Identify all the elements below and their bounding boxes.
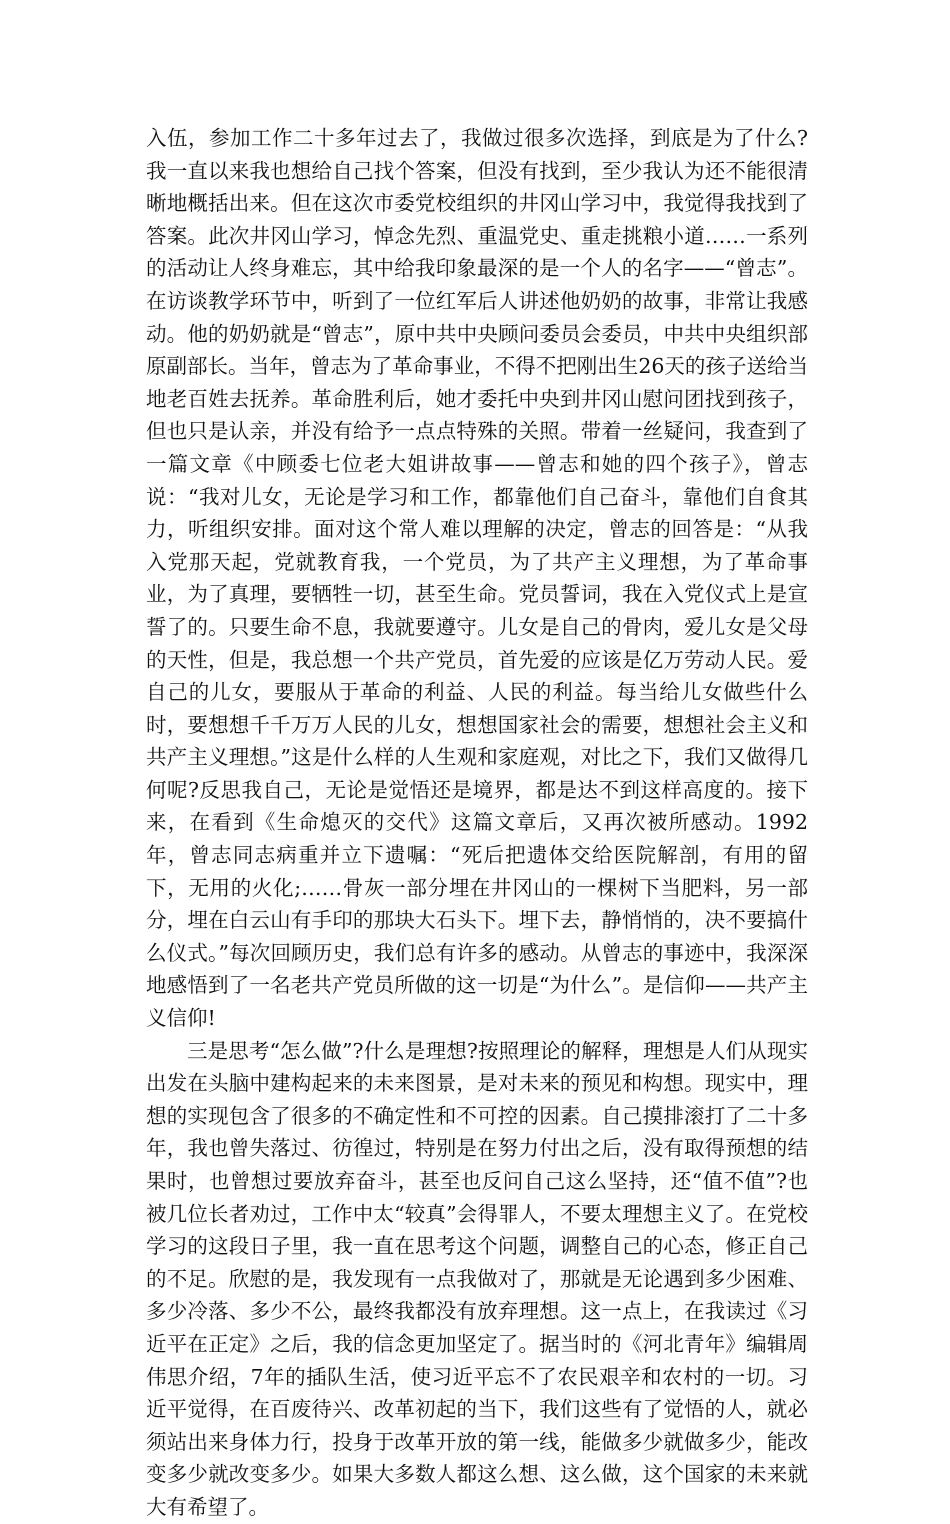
body-text <box>146 122 808 1524</box>
paragraph-1: 入伍，参加工作二十多年过去了，我做过很多次选择，到底是为了什么?我一直以来我也想给自己找个答案，但没有找到，至少我认为还不能很清晰地概括出来。但在这次市委党校组织的井冈山学习中，我觉得我找到了答案。此次井冈山学习，悼念先烈、重温党史、重走挑粮小道……一系列的活动让人终身难忘，其中给我印象最深的是一个人的名字——“曾志”。在访谈教学环节中，听到了一位红军后人讲述他奶奶的故事，非常让我感动。他的奶奶就是“曾志”，原中共中央顾问委员会委员，中共中央组织部原副部长。当年，曾志为了革命事业，不得不把刚出生26天的孩子送给当地老百姓去抚养。革命胜利后，她才委托中央到井冈山慰问团找到孩子，但也只是认亲，并没有给予一点点特殊的关照。带着一丝疑问，我查到了一篇文章《中顾委七位老大姐讲故事——曾志和她的四个孩子》，曾志说：“我对儿女，无论是学习和工作，都靠他们自己奋斗，靠他们自食其力，听组织安排。面对这个常人难以理解的决定，曾志的回答是：“从我入党那天起，党就教育我，一个党员，为了共产主义理想，为了革命事业，为了真理，要牺牲一切，甚至生命。党员誓词，我在入党仪式上是宣誓了的。只要生命不息，我就要遵守。儿女是自己的骨肉，爱儿女是父母的天性，但是，我总想一个共产党员，首先爱的应该是亿万劳动人民。爱自己的儿女，要服从于革命的利益、人民的利益。每当给儿女做些什么时，要想想千千万万人民的儿女，想想国家社会的需要，想想社会主义和共产主义理想。”这是什么样的人生观和家庭观，对比之下，我们又做得几何呢?反思我自己，无论是觉悟还是境界，都是达不到这样高度的。接下来，在看到《生命熄灭的交代》这篇文章后，又再次被所感动。1992年，曾志同志病重并立下遗嘱：“死后把遗体交给医院解剖，有用的留下，无用的火化;……骨灰一部分埋在井冈山的一棵树下当肥料，另一部分，埋在白云山有手印的那块大石头下。埋下去，静悄悄的，决不要搞什么仪式。”每次回顾历史，我们总有许多的感动。从曾志的事迹中，我深深地感悟到了一名老共产党员所做的这一切是“为什么”。是信仰——共产主义信仰! <box>146 126 808 1031</box>
paragraph-2: 三是思考“怎么做”?什么是理想?按照理论的解释，理想是人们从现实出发在头脑中建构起来的未来图景，是对未来的预见和构想。现实中，理想的实现包含了很多的不确定性和不可控的因素。自己摸排滚打了二十多年，我也曾失落过、彷徨过，特别是在努力付出之后，没有取得预想的结果时，也曾想过要放弃奋斗，甚至也反问自己这么坚持，还“值不值”?也被几位长者劝过，工作中太“较真”会得罪人，不要太理想主义了。在党校学习的这段日子里，我一直在思考这个问题，调整自己的心态，修正自己的不足。欣慰的是，我发现有一点我做对了，那就是无论遇到多少困难、多少冷落、多少不公，最终我都没有放弃理想。这一点上，在我读过《习近平在正定》之后，我的信念更加坚定了。据当时的《河北青年》编辑周伟思介绍，7年的插队生活，使习近平忘不了农民艰辛和农村的一切。习近平觉得，在百废待兴、改革初起的当下，我们这些有了觉悟的人，就必须站出来身体力行，投身于改革开放的第一线，能做多少就做多少，能改变多少就改变多少。如果大多数人都这么想、这么做，这个国家的未来就大有希望了。 <box>146 1038 808 1519</box>
